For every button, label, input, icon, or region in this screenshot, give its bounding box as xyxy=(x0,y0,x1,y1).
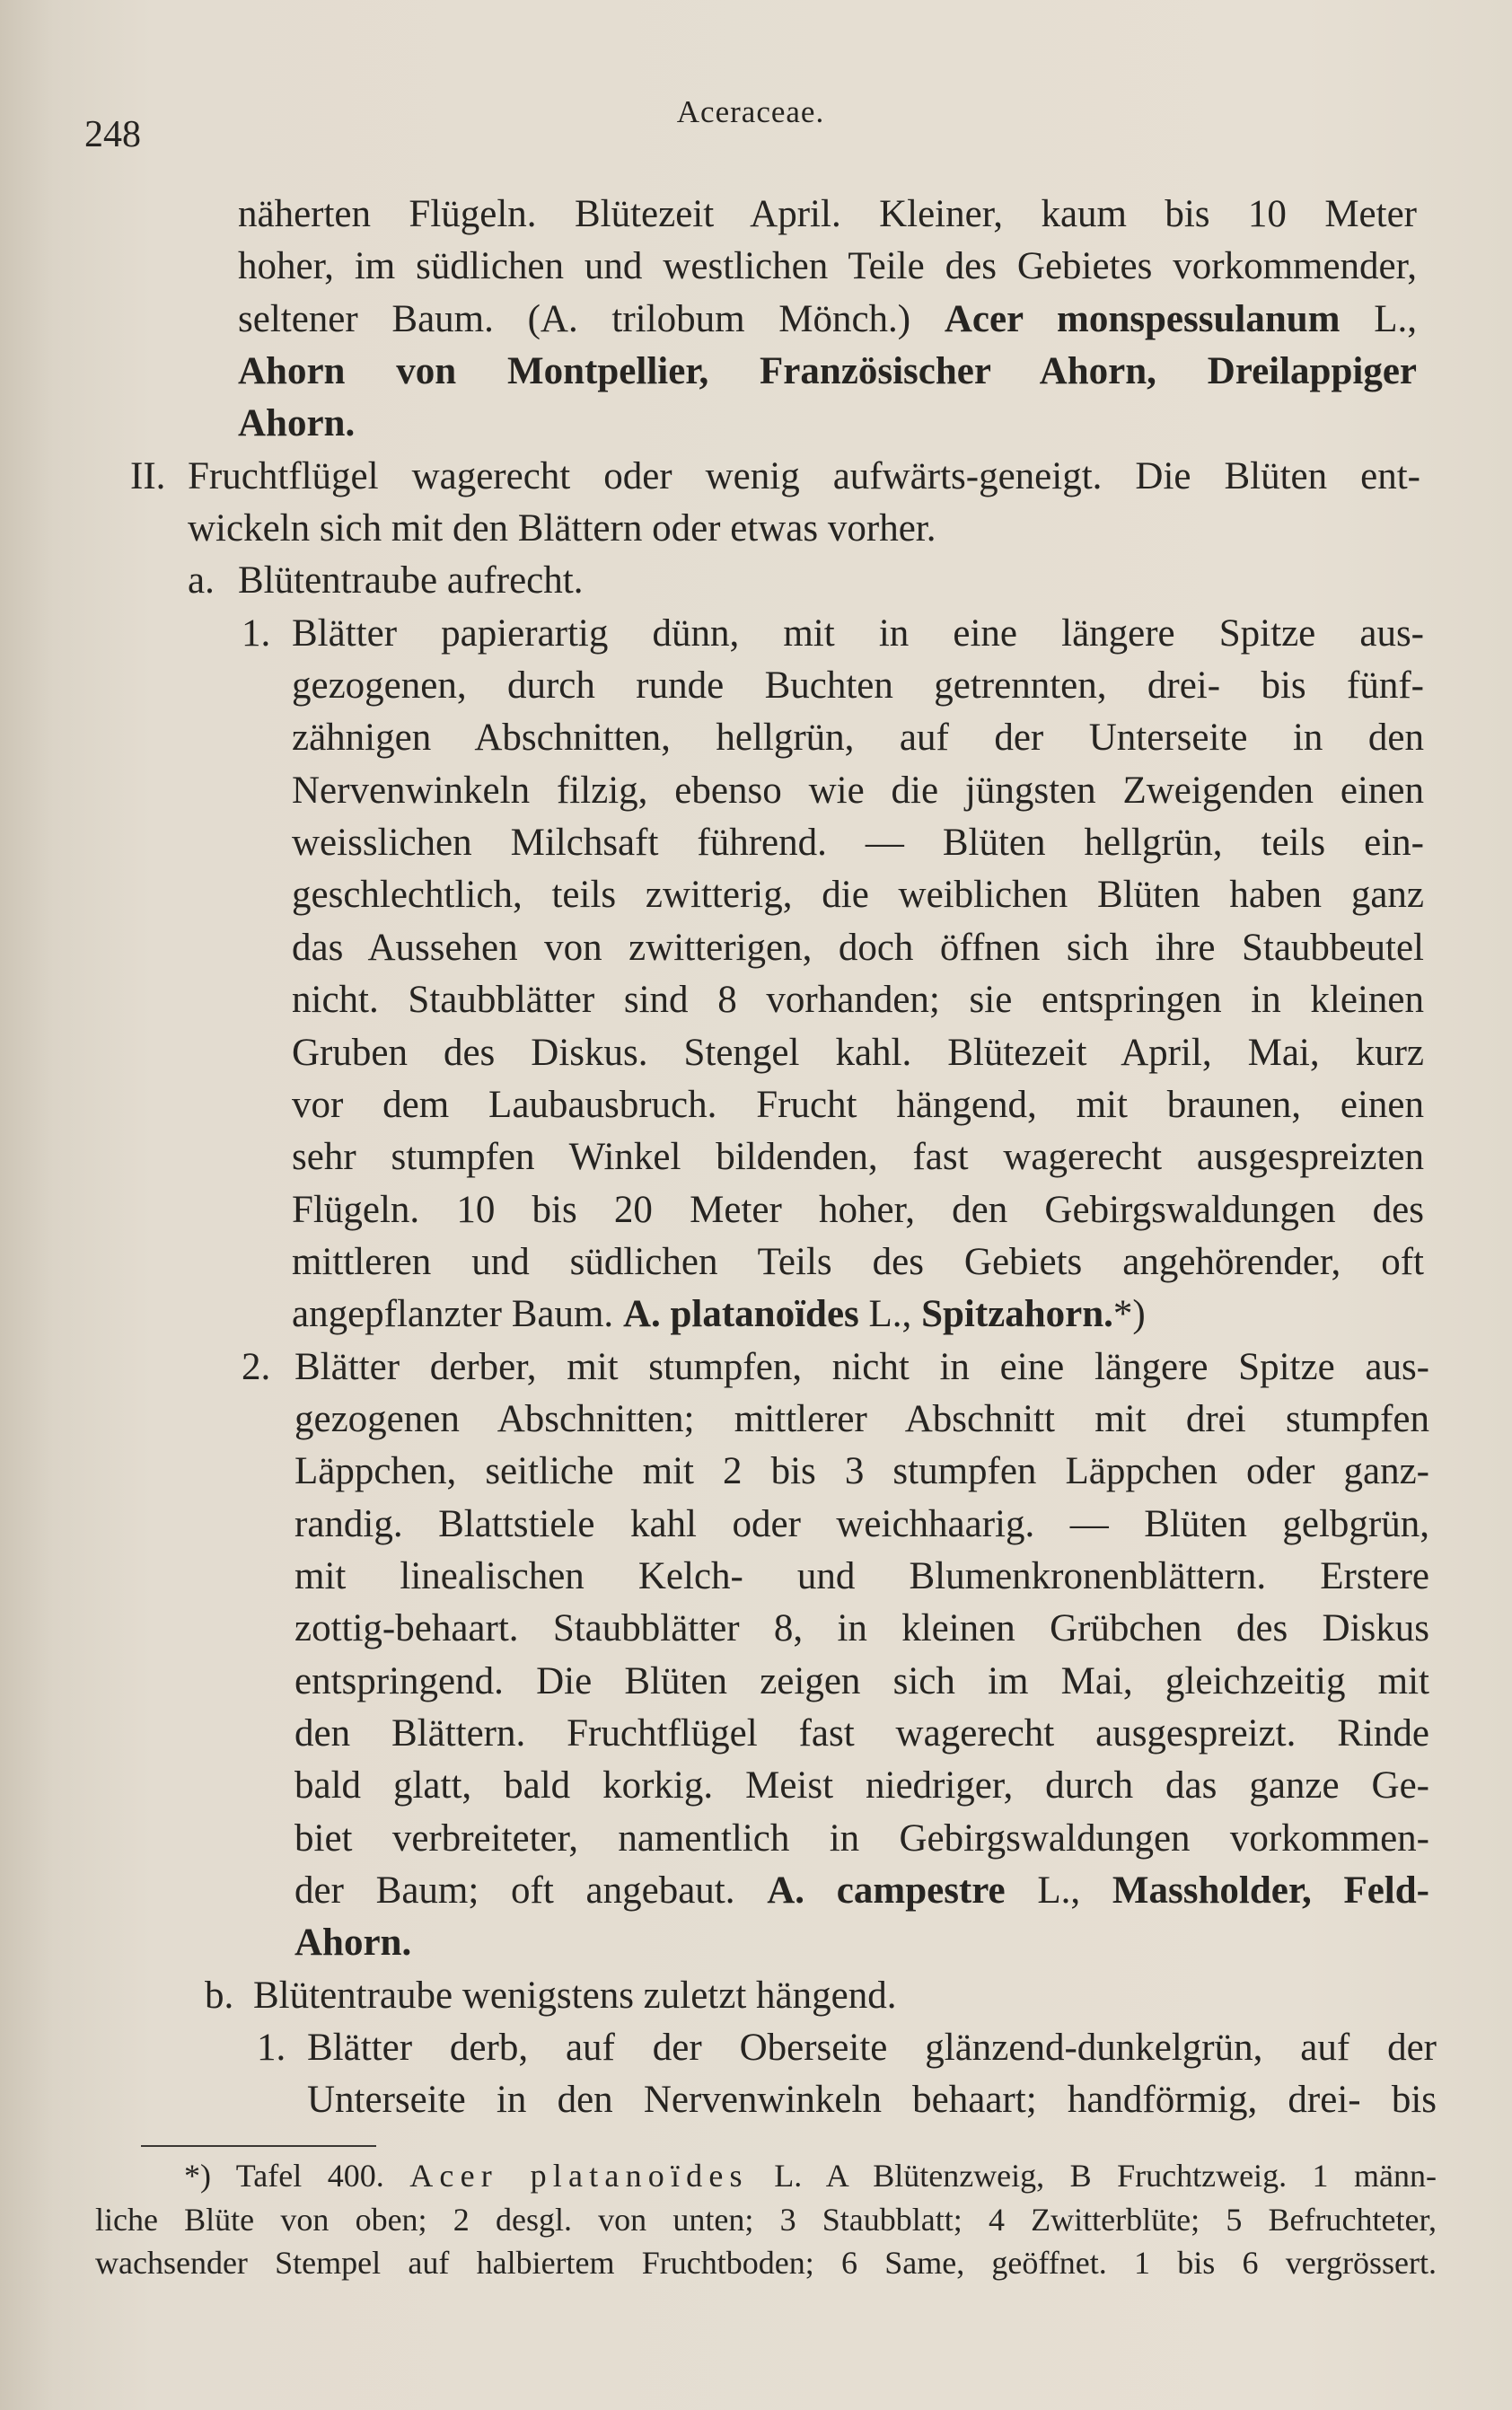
text-segment: angepflanzter Baum. xyxy=(292,1293,623,1336)
text-segment: Fruchtflügel wagerecht oder wenig aufwärts-geneigt. Die Blüten ent- xyxy=(188,454,1420,497)
text-line xyxy=(292,974,1424,1026)
text-line xyxy=(292,1184,1424,1236)
text-segment: L., xyxy=(858,1293,922,1336)
text-line xyxy=(294,1813,1429,1865)
text-segment: sehr stumpfen Winkel bildenden, fast wagerecht ausgespreizten xyxy=(292,1136,1424,1179)
list-marker: a. xyxy=(188,559,215,602)
text-segment: Nervenwinkeln filzig, ebenso wie die jüngsten Zweigenden einen xyxy=(292,769,1424,812)
bold-name-text: Acer monspessulanum xyxy=(944,297,1341,340)
bold-name-text: Massholder, Feld- xyxy=(1112,1869,1429,1912)
text-segment: Blütentraube wenigstens zuletzt hängend. xyxy=(253,1974,897,2017)
text-segment: geschlechtlich, teils zwitterig, die weiblichen Blüten haben ganz xyxy=(292,874,1424,917)
text-line xyxy=(294,1708,1429,1760)
text-line xyxy=(238,241,1417,293)
key-item-a1 xyxy=(242,608,1424,1341)
text-segment: *) xyxy=(1112,1293,1146,1336)
key-group-a xyxy=(188,555,1405,607)
bold-name-text: A. platanoïdes xyxy=(622,1293,859,1336)
text-line xyxy=(292,1131,1424,1183)
list-marker: 1. xyxy=(257,2027,286,2070)
text-line xyxy=(307,2022,1437,2074)
text-segment: Flügeln. 10 bis 20 Meter hoher, den Gebirgswaldungen des xyxy=(292,1188,1424,1231)
key-item-b1 xyxy=(257,2022,1437,2127)
text-line xyxy=(238,294,1417,346)
text-segment: liche Blüte von oben; 2 desgl. von unten; 3 Staubblatt; 4 Zwitterblüte; 5 Befruchteter, xyxy=(95,2201,1437,2238)
text-line xyxy=(292,869,1424,921)
text-segment: bald glatt, bald korkig. Meist niedriger, durch das ganze Ge- xyxy=(294,1764,1429,1808)
body-text xyxy=(0,189,1512,2127)
text-line xyxy=(292,1027,1424,1079)
text-line xyxy=(238,346,1417,398)
text-line xyxy=(292,712,1424,764)
text-segment: Blütentraube aufrecht. xyxy=(238,559,584,602)
text-line xyxy=(294,1341,1429,1394)
text-line xyxy=(188,451,1420,503)
text-line xyxy=(238,189,1417,241)
text-segment: Unterseite in den Nervenwinkeln behaart; handförmig, drei- bis xyxy=(307,2079,1437,2122)
text-segment: Blätter derber, mit stumpfen, nicht in eine längere Spitze aus- xyxy=(294,1345,1429,1388)
list-marker: b. xyxy=(205,1974,234,2017)
text-segment: den Blättern. Fruchtflügel fast wagerecht ausgespreizt. Rinde xyxy=(294,1711,1429,1755)
text-line xyxy=(253,1970,1420,2022)
text-line xyxy=(292,1079,1424,1131)
text-line xyxy=(292,1236,1424,1289)
text-segment: wickeln sich mit den Blättern oder etwas vorher. xyxy=(188,507,936,550)
text-line xyxy=(294,1499,1429,1551)
text-line xyxy=(292,608,1424,660)
text-segment: gezogenen, durch runde Buchten getrennten, drei- bis fünf- xyxy=(292,664,1424,708)
text-segment: mittleren und südlichen Teils des Gebiets angehörender, oft xyxy=(292,1240,1424,1283)
bold-name-text: Ahorn. xyxy=(238,402,356,445)
footnote xyxy=(95,2154,1437,2285)
text-segment: wachsender Stempel auf halbiertem Fruchtboden; 6 Same, geöffnet. 1 bis 6 vergrössert. xyxy=(95,2245,1437,2281)
text-line xyxy=(292,817,1424,869)
text-line xyxy=(294,1656,1429,1708)
bold-name-text: Ahorn von Montpellier, Französischer Ahorn, Dreilappiger xyxy=(238,350,1417,393)
bold-name-text: A. campestre xyxy=(767,1869,1006,1912)
text-segment: seltener Baum. (A. trilobum Mönch.) xyxy=(238,297,945,340)
text-line xyxy=(238,555,1405,607)
text-segment: mit linealischen Kelch- und Blumenkronenblättern. Erstere xyxy=(294,1554,1429,1597)
text-line xyxy=(188,503,1420,555)
list-marker: II. xyxy=(130,454,166,497)
text-line xyxy=(294,1760,1429,1812)
text-line xyxy=(294,1394,1429,1446)
text-line xyxy=(95,2198,1437,2242)
text-line xyxy=(294,1603,1429,1655)
text-segment: hoher, im südlichen und westlichen Teile des Gebietes vorkommender, xyxy=(238,245,1417,288)
text-segment: nicht. Staubblätter sind 8 vorhanden; sie entspringen in kleinen xyxy=(292,979,1424,1022)
key-section-II xyxy=(130,451,1420,556)
page-number: 248 xyxy=(84,114,141,155)
text-line xyxy=(294,1917,1429,1969)
text-line xyxy=(292,922,1424,974)
text-segment: *) Tafel 400. xyxy=(184,2158,410,2194)
text-segment: randig. Blattstiele kahl oder weichhaarig. — Blüten gelbgrün, xyxy=(294,1502,1429,1545)
text-segment: zottig-behaart. Staubblätter 8, in kleinen Grübchen des Diskus xyxy=(294,1607,1429,1650)
text-segment: L. A Blütenzweig, B Fruchtzweig. 1 männ- xyxy=(748,2158,1437,2194)
text-line xyxy=(292,1289,1424,1341)
text-segment: L., xyxy=(1340,297,1417,340)
text-line xyxy=(238,398,1417,450)
paragraph-continuation xyxy=(238,189,1417,451)
text-segment: näherten Flügeln. Blütezeit April. Kleiner, kaum bis 10 Meter xyxy=(238,193,1417,235)
text-segment: entspringend. Die Blüten zeigen sich im Mai, gleichzeitig mit xyxy=(294,1659,1429,1702)
footnote-rule xyxy=(141,2145,376,2147)
text-segment: Blätter derb, auf der Oberseite glänzend-dunkelgrün, auf der xyxy=(307,2027,1437,2070)
text-line xyxy=(294,1865,1429,1917)
running-title: Aceraceae. xyxy=(676,94,825,129)
text-segment: weisslichen Milchsaft führend. — Blüten hellgrün, teils ein- xyxy=(292,822,1424,865)
text-line xyxy=(294,1551,1429,1603)
text-segment: der Baum; oft angebaut. xyxy=(294,1869,768,1912)
text-segment: vor dem Laubausbruch. Frucht hängend, mit braunen, einen xyxy=(292,1083,1424,1126)
list-marker: 2. xyxy=(242,1345,271,1388)
text-line xyxy=(294,1446,1429,1498)
key-item-a2 xyxy=(242,1341,1429,1970)
text-line xyxy=(292,765,1424,817)
text-segment: das Aussehen von zwitterigen, doch öffnen sich ihre Staubbeutel xyxy=(292,926,1424,969)
bold-name-text: Spitzahorn. xyxy=(921,1293,1113,1336)
text-line xyxy=(184,2154,1437,2198)
spaced-name-text: Acer platanoïdes xyxy=(409,2158,749,2194)
text-line xyxy=(307,2074,1437,2126)
key-group-b xyxy=(205,1970,1420,2022)
text-line xyxy=(95,2241,1437,2285)
text-segment: zähnigen Abschnitten, hellgrün, auf der Unterseite in den xyxy=(292,717,1424,760)
text-segment: Läppchen, seitliche mit 2 bis 3 stumpfen Läppchen oder ganz- xyxy=(294,1450,1429,1493)
bold-name-text: Ahorn. xyxy=(294,1922,412,1965)
list-marker: 1. xyxy=(242,611,271,655)
text-segment: Gruben des Diskus. Stengel kahl. Blütezeit April, Mai, kurz xyxy=(292,1031,1424,1074)
text-segment: L., xyxy=(1005,1869,1112,1912)
text-line xyxy=(292,660,1424,712)
text-segment: biet verbreiteter, namentlich in Gebirgswaldungen vorkommen- xyxy=(294,1816,1429,1860)
text-segment: Blätter papierartig dünn, mit in eine längere Spitze aus- xyxy=(292,611,1424,655)
text-segment: gezogenen Abschnitten; mittlerer Abschnitt mit drei stumpfen xyxy=(294,1397,1429,1440)
